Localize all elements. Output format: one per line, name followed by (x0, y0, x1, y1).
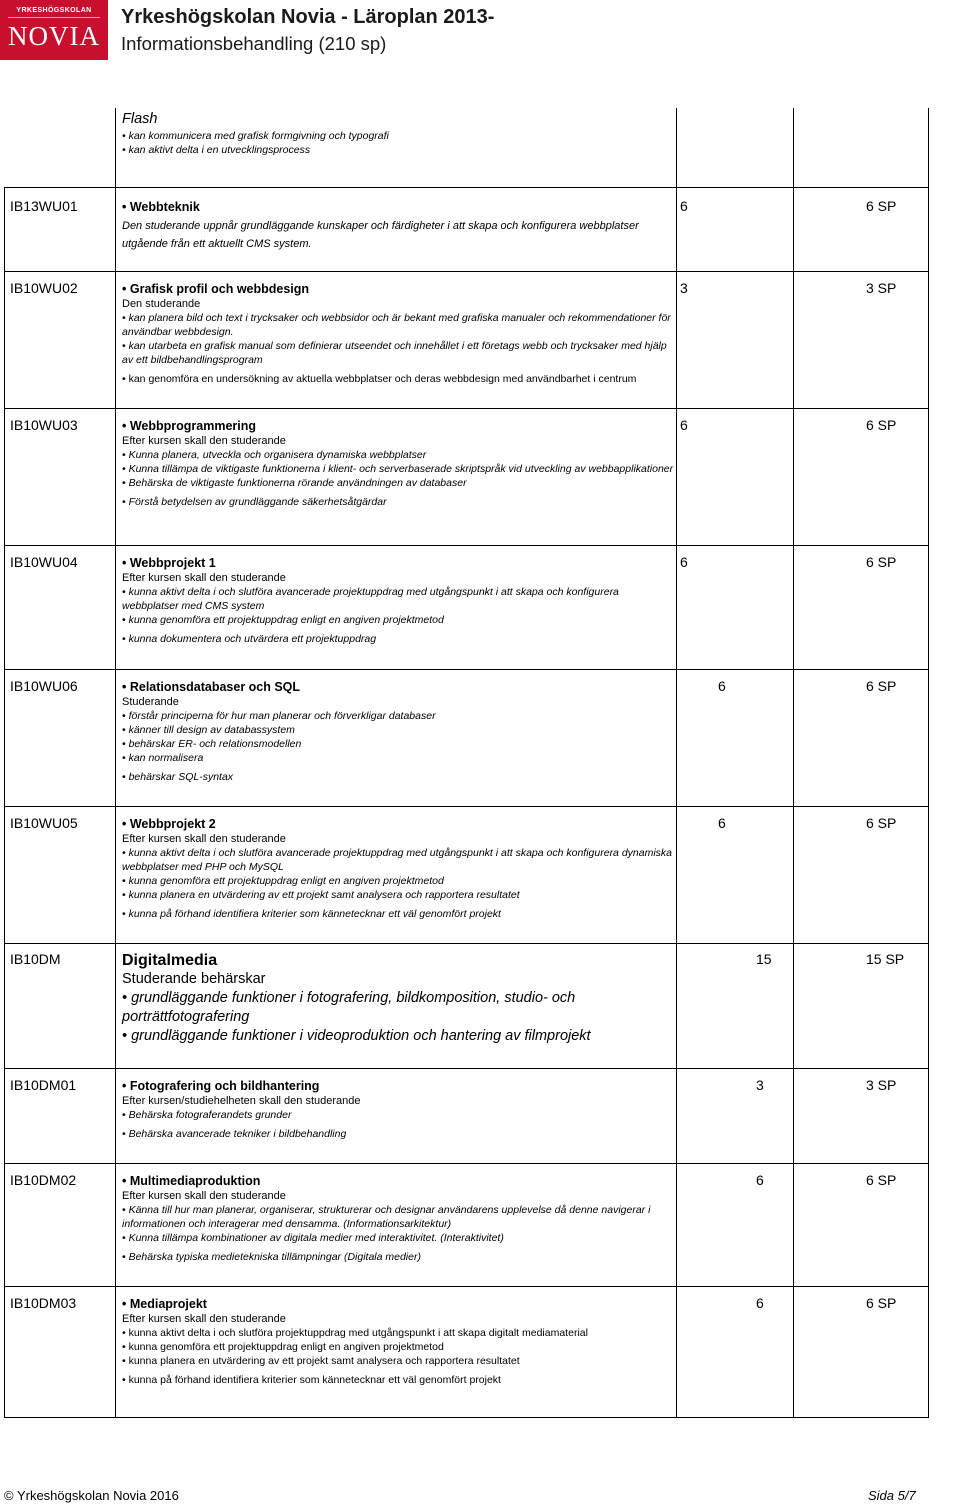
flash-title: Flash (122, 111, 158, 127)
list-item: • kunna på förhand identifiera kriterier som kännetecknar ett väl genomfört projekt (122, 1373, 678, 1387)
course-description (122, 679, 678, 784)
course-title: • Mediaprojekt (122, 1296, 678, 1312)
course-sp: 3 SP (866, 1077, 897, 1093)
list-item: • kunna genomföra ett projektuppdrag enligt en angiven projektmetod (122, 1340, 678, 1354)
course-code: IB10DM03 (10, 1295, 77, 1311)
table-row-divider (4, 271, 929, 272)
table-row-divider (4, 1286, 929, 1287)
logo-divider (8, 17, 100, 18)
course-credits: 6 (756, 1172, 764, 1188)
list-item: • kunna aktivt delta i och slutföra avancerade projektuppdrag med utgångspunkt i att skapa och konfigurera webbplatser med CMS system (122, 585, 678, 613)
course-code: IB10WU04 (10, 554, 78, 570)
table-border-bottom (4, 1417, 929, 1418)
course-sp: 6 SP (866, 815, 897, 831)
course-outcomes (122, 709, 678, 784)
course-description (122, 418, 678, 509)
course-title: • Relationsdatabaser och SQL (122, 679, 678, 695)
flash-continuation (122, 110, 682, 157)
table-row-divider (4, 1068, 929, 1069)
course-credits: 6 (680, 417, 688, 433)
logo-wordmark: NOVIA (8, 21, 100, 51)
course-code: IB10DM (10, 951, 61, 967)
list-item: • kunna aktivt delta i och slutföra projektuppdrag med utgångspunkt i att skapa digitalt mediamaterial (122, 1326, 678, 1340)
course-credits: 3 (756, 1077, 764, 1093)
course-description (122, 951, 678, 1046)
footer-page-number: Sida 5/7 (868, 1488, 916, 1503)
page-header (0, 0, 960, 62)
list-item: • förstår principerna för hur man planerar och förverkligar databaser (122, 709, 678, 723)
course-title: • Webbprojekt 1 (122, 555, 678, 571)
course-code: IB10DM01 (10, 1077, 77, 1093)
course-sp: 6 SP (866, 198, 897, 214)
course-code: IB10DM02 (10, 1172, 77, 1188)
table-column-divider (793, 108, 794, 1418)
novia-logo (0, 0, 108, 60)
course-title: • Grafisk profil och webbdesign (122, 281, 678, 297)
list-item: • Kunna tillämpa kombinationer av digitala medier med interaktivitet. (Interaktivitet) (122, 1231, 678, 1245)
list-item: • kan kommunicera med grafisk formgivning och typografi (122, 129, 682, 143)
course-intro: Efter kursen/studiehelheten skall den studerande (122, 1095, 361, 1107)
course-outcomes (122, 1326, 678, 1387)
course-intro: Efter kursen skall den studerande (122, 435, 286, 447)
course-sp: 6 SP (866, 1172, 897, 1188)
list-item: • Kunna planera, utveckla och organisera dynamiska webbplatser (122, 448, 678, 462)
course-credits: 15 (756, 951, 772, 967)
table-row-divider (4, 806, 929, 807)
course-intro: Den studerande uppnår grundläggande kunskaper och färdigheter i att skapa och konfigurera webbplatser utgående från ett aktuellt CMS system. (122, 220, 639, 250)
course-outcomes (122, 989, 678, 1046)
table-row-divider (4, 943, 929, 944)
course-intro: Den studerande (122, 298, 201, 310)
course-code: IB10WU06 (10, 678, 78, 694)
list-item: • kan genomföra en undersökning av aktuella webbplatser och deras webbdesign med användbarhet i centrum (122, 372, 678, 386)
list-item: • Behärska fotograferandets grunder (122, 1108, 678, 1122)
footer-copyright: © Yrkeshögskolan Novia 2016 (4, 1488, 179, 1503)
course-intro: Studerande behärskar (122, 971, 266, 987)
list-item: • Känna till hur man planerar, organiserar, strukturerar och designar användarens upplevelse då denne navigerar i informationen och interagerar med densamma. (Informationsarkitektur) (122, 1203, 678, 1231)
course-sp: 6 SP (866, 678, 897, 694)
course-title: • Webbprogrammering (122, 418, 678, 434)
course-sp: 3 SP (866, 280, 897, 296)
course-title: Digitalmedia (122, 952, 218, 969)
table-row-divider (4, 408, 929, 409)
course-intro: Efter kursen skall den studerande (122, 572, 286, 584)
course-description (122, 1296, 678, 1387)
course-title: • Fotografering och bildhantering (122, 1078, 678, 1094)
course-code: IB10WU05 (10, 815, 78, 831)
list-item: • Förstå betydelsen av grundläggande säkerhetsåtgärdar (122, 495, 678, 509)
course-credits: 6 (718, 678, 726, 694)
list-item: • grundläggande funktioner i videoproduktion och hantering av filmprojekt (122, 1027, 678, 1046)
table-row-divider (4, 669, 929, 670)
table-column-divider (115, 108, 116, 1418)
table-row-divider (4, 545, 929, 546)
list-item: • Behärska typiska medietekniska tillämpningar (Digitala medier) (122, 1250, 678, 1264)
course-title: • Webbteknik (122, 199, 678, 215)
course-code: IB10WU02 (10, 280, 78, 296)
document-title: Yrkeshögskolan Novia - Läroplan 2013- (121, 6, 495, 28)
list-item: • kan planera bild och text i trycksaker och webbsidor och är bekant med grafiska manualer och rekommendationer för användbar webbdesign. (122, 311, 678, 339)
course-title: • Webbprojekt 2 (122, 816, 678, 832)
logo-top-text: YRKESHÖGSKOLAN (16, 7, 92, 14)
list-item: • kan aktivt delta i en utvecklingsprocess (122, 143, 682, 157)
course-credits: 3 (680, 280, 688, 296)
list-item: • kunna planera en utvärdering av ett projekt samt analysera och rapportera resultatet (122, 1354, 678, 1368)
document-subtitle: Informationsbehandling (210 sp) (121, 33, 387, 54)
course-credits: 6 (718, 815, 726, 831)
course-description (122, 199, 678, 253)
list-item: • Behärska de viktigaste funktionerna rörande användningen av databaser (122, 476, 678, 490)
course-outcomes (122, 846, 678, 921)
course-outcomes (122, 1108, 678, 1141)
course-intro: Efter kursen skall den studerande (122, 1190, 286, 1202)
list-item: • Kunna tillämpa de viktigaste funktionerna i klient- och serverbaserade skriptspråk vid utveckling av webbapplikationer (122, 462, 678, 476)
course-outcomes (122, 311, 678, 386)
list-item: • kunna planera en utvärdering av ett projekt samt analysera och rapportera resultatet (122, 888, 678, 902)
course-sp: 6 SP (866, 554, 897, 570)
list-item: • grundläggande funktioner i fotografering, bildkomposition, studio- och porträttfotografering (122, 989, 678, 1027)
course-outcomes (122, 448, 678, 509)
course-outcomes (122, 1203, 678, 1264)
list-item: • kan normalisera (122, 751, 678, 765)
list-item: • kunna på förhand identifiera kriterier som kännetecknar ett väl genomfört projekt (122, 907, 678, 921)
course-code: IB13WU01 (10, 198, 78, 214)
table-row-divider (4, 1163, 929, 1164)
course-description (122, 281, 678, 386)
list-item: • behärskar SQL-syntax (122, 770, 678, 784)
list-item: • kunna genomföra ett projektuppdrag enligt en angiven projektmetod (122, 874, 678, 888)
table-border-right (928, 108, 929, 1418)
course-sp: 6 SP (866, 417, 897, 433)
course-sp: 6 SP (866, 1295, 897, 1311)
course-description (122, 555, 678, 646)
list-item: • kunna aktivt delta i och slutföra avancerade projektuppdrag med utgångspunkt i att skapa och konfigurera dynamiska webbplatser med PHP och MySQL (122, 846, 678, 874)
list-item: • kunna genomföra ett projektuppdrag enligt en angiven projektmetod (122, 613, 678, 627)
flash-outcomes (122, 129, 682, 157)
course-title: • Multimediaproduktion (122, 1173, 678, 1189)
course-credits: 6 (756, 1295, 764, 1311)
course-credits: 6 (680, 198, 688, 214)
course-code: IB10WU03 (10, 417, 78, 433)
list-item: • kan utarbeta en grafisk manual som definierar utseendet och innehållet i ett företags webb och trycksaker med hjälp av ett bildbehandlingsprogram (122, 339, 678, 367)
course-outcomes (122, 585, 678, 646)
table-border-left (4, 187, 5, 1418)
table-row-divider (4, 187, 929, 188)
list-item: • behärskar ER- och relationsmodellen (122, 737, 678, 751)
course-intro: Efter kursen skall den studerande (122, 833, 286, 845)
course-intro: Efter kursen skall den studerande (122, 1313, 286, 1325)
course-description (122, 1173, 678, 1264)
course-sp: 15 SP (866, 951, 905, 967)
course-intro: Studerande (122, 696, 179, 708)
list-item: • känner till design av databassystem (122, 723, 678, 737)
list-item: • Behärska avancerade tekniker i bildbehandling (122, 1127, 678, 1141)
course-credits: 6 (680, 554, 688, 570)
list-item: • kunna dokumentera och utvärdera ett projektuppdrag (122, 632, 678, 646)
course-description (122, 816, 678, 921)
course-description (122, 1078, 678, 1141)
